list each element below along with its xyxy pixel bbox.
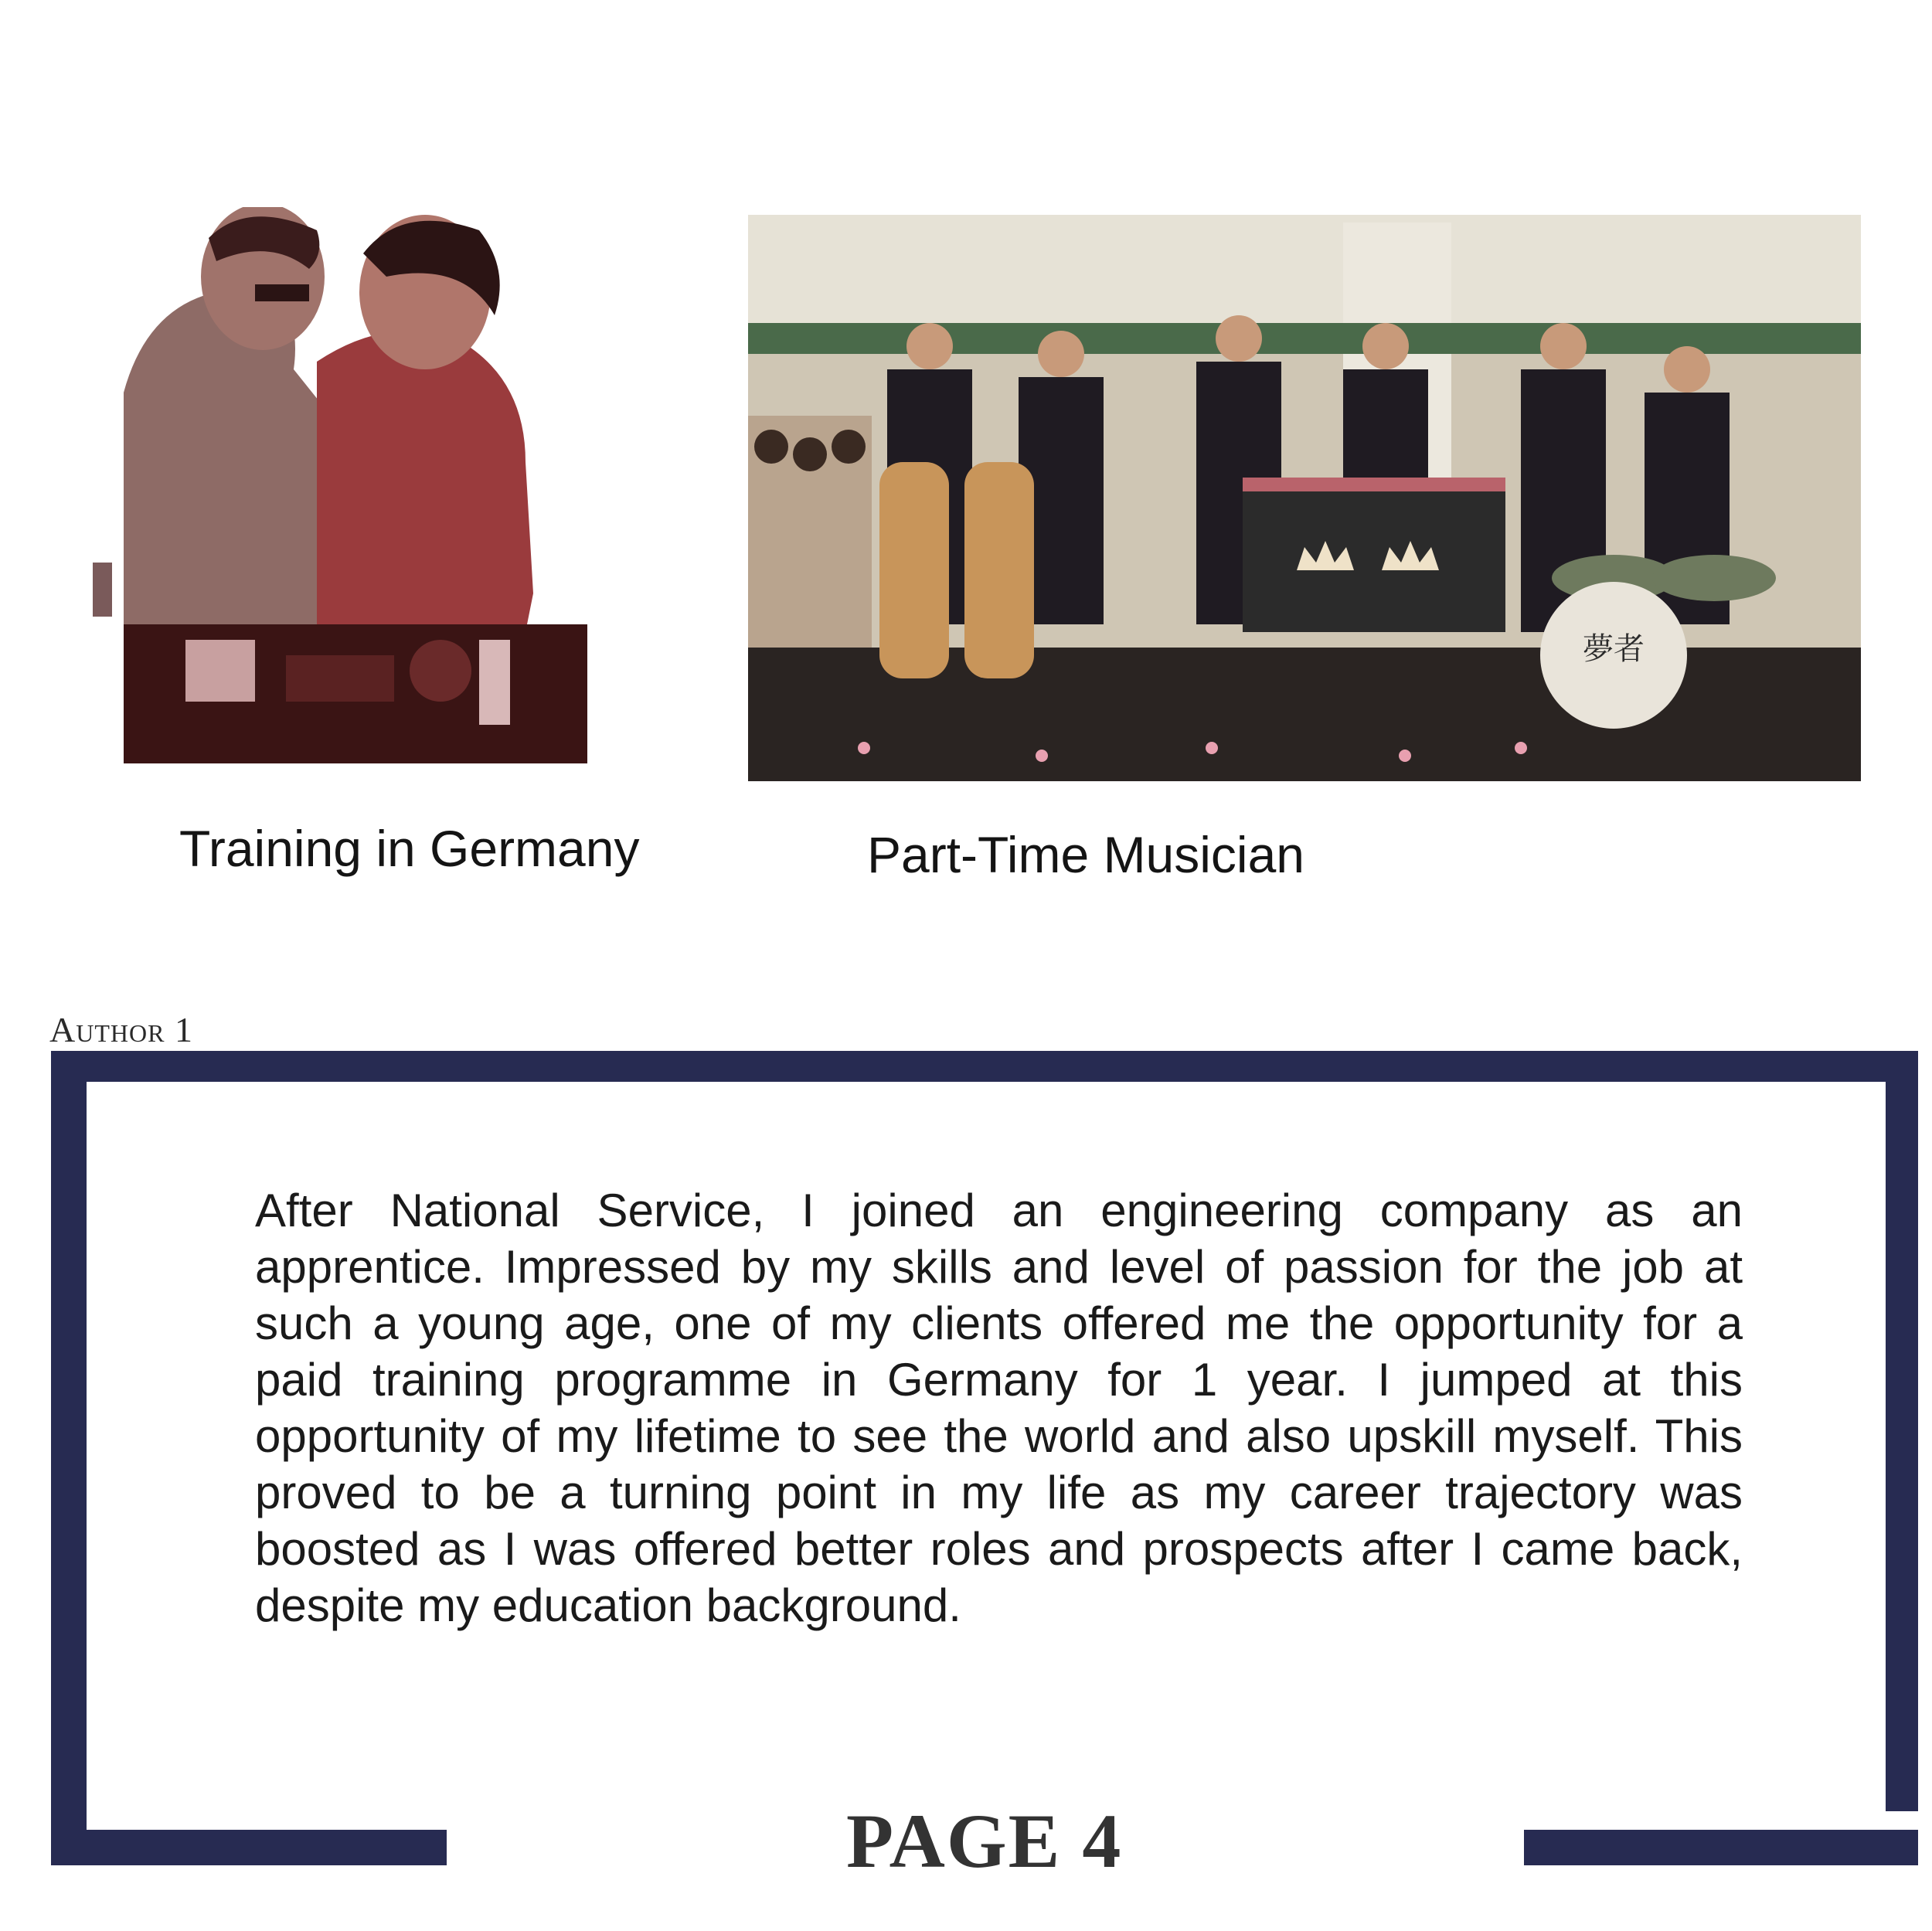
frame-top — [51, 1051, 1918, 1082]
photo-band-on-stage-icon — [748, 215, 1861, 781]
photo-two-men-at-machine-icon — [93, 207, 595, 763]
training-photo — [93, 207, 595, 763]
training-caption: Training in Germany — [179, 820, 640, 877]
body-paragraph: After National Service, I joined an engineering company as an apprentice. Impressed by my skills and level of passion for the job at such a young age, one of my clients offered me the opportunity for a paid training programme in Germany for 1 year. I jumped at this opportunity of my lifetime to see the world and also upskill myself. This proved to be a turning point in my life as my career trajectory was boosted as I was offered better roles and prospects after I came back, despite my education background. — [255, 1185, 1743, 1631]
frame-right — [1886, 1051, 1918, 1811]
frame-bottom-right — [1524, 1830, 1918, 1865]
musician-caption: Part-Time Musician — [867, 826, 1304, 883]
author-label: Author 1 — [49, 1010, 193, 1049]
frame-bottom-left — [51, 1830, 447, 1865]
drum-lettering: 夢者 — [1583, 631, 1645, 667]
frame-left — [51, 1051, 87, 1865]
musician-photo — [748, 215, 1861, 781]
page-number: PAGE 4 — [846, 1798, 1123, 1884]
